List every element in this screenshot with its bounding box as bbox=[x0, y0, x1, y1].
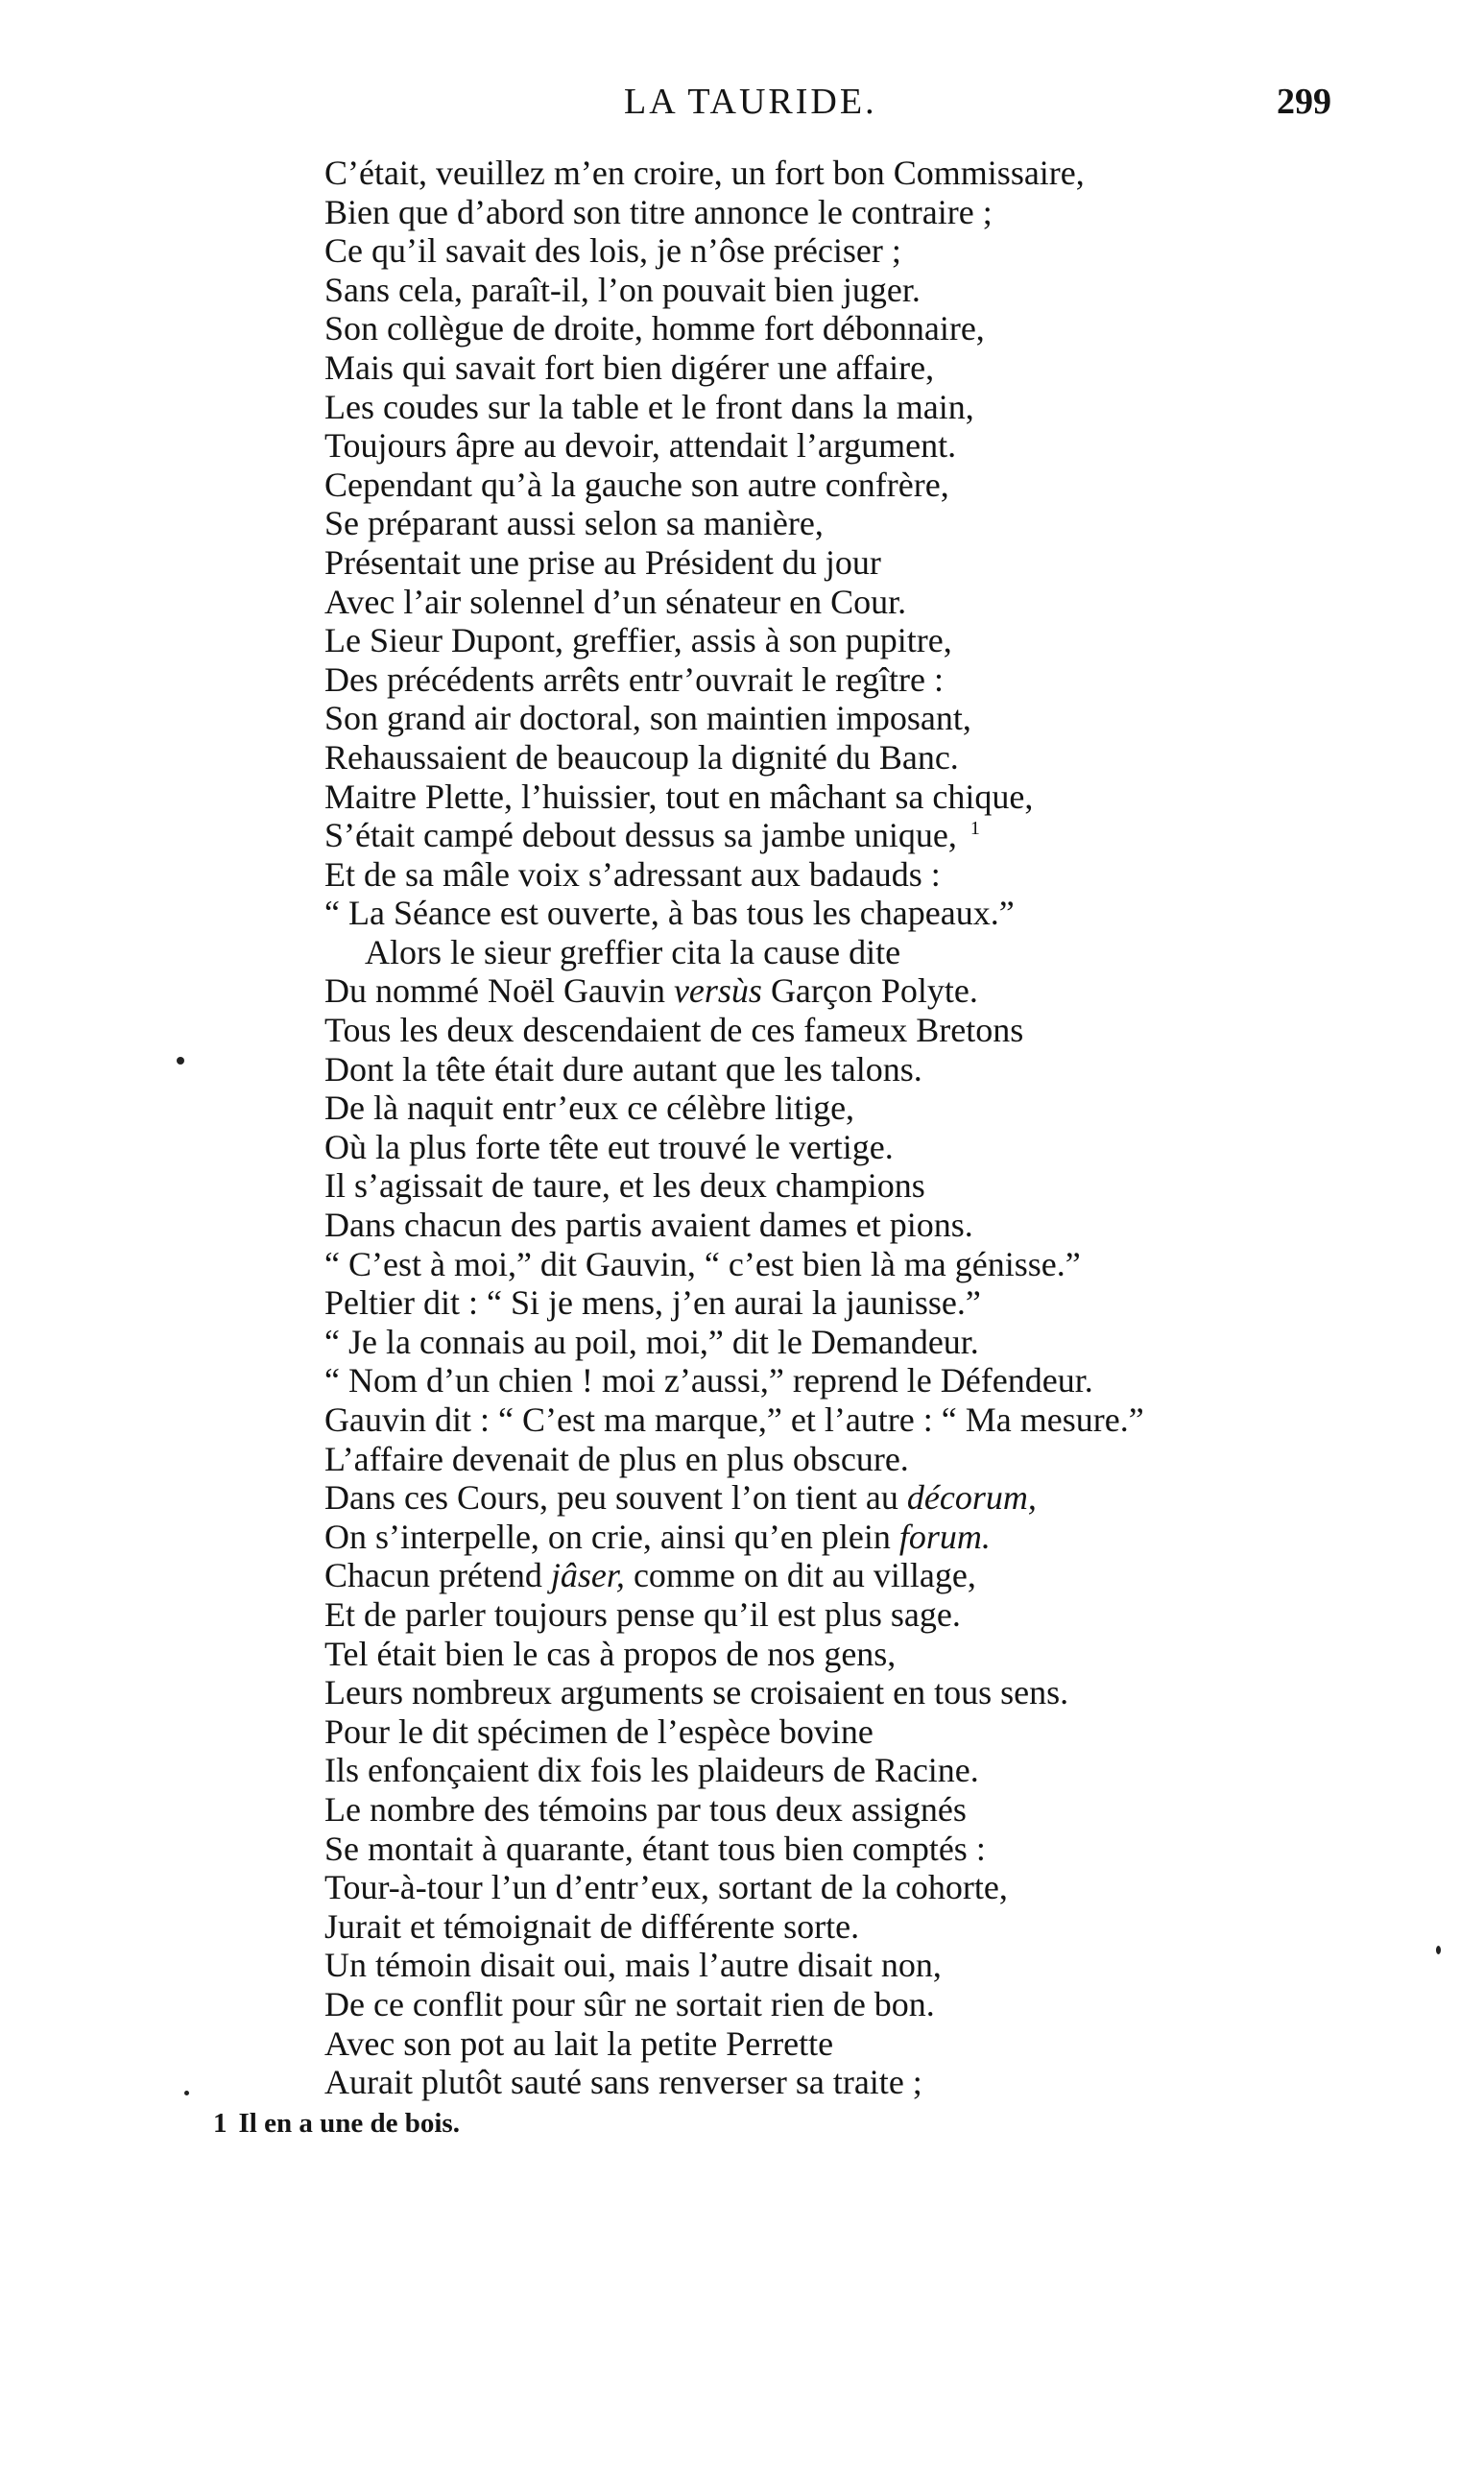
verse-text: S’était campé debout dessus sa jambe unique, bbox=[324, 816, 957, 855]
verse: Avec l’air solennel d’un sénateur en Cour. bbox=[324, 582, 907, 621]
verse-text: Chacun prétend bbox=[324, 1556, 542, 1595]
verse-with-italic bbox=[324, 971, 1400, 1011]
verse: Tel était bien le cas à propos de nos gens, bbox=[324, 1634, 897, 1673]
running-head bbox=[0, 81, 1484, 129]
verse: Ce qu’il savait des lois, je n’ôse préciser ; bbox=[324, 231, 901, 271]
verse: Avec son pot au lait la petite Perrette bbox=[324, 2023, 834, 2063]
verse: Un témoin disait oui, mais l’autre disait non, bbox=[324, 1946, 942, 1985]
footnote-text: Il en a une de bois. bbox=[238, 2108, 460, 2139]
verse: Son collègue de droite, homme fort débonnaire, bbox=[324, 309, 985, 348]
footnote-number: 1 bbox=[213, 2108, 227, 2139]
verse: Tour-à-tour l’un d’entr’eux, sortant de la cohorte, bbox=[324, 1868, 1008, 1907]
verse: Le Sieur Dupont, greffier, assis à son pupitre, bbox=[324, 621, 952, 660]
verse: Le nombre des témoins par tous deux assignés bbox=[324, 1789, 967, 1829]
verse-with-italic bbox=[324, 1518, 1400, 1557]
page-number: 299 bbox=[1277, 82, 1331, 122]
footnote bbox=[213, 2108, 460, 2140]
verse: “ Nom d’un chien ! moi z’aussi,” reprend le Défendeur. bbox=[324, 1361, 1093, 1400]
verse: Pour le dit spécimen de l’espèce bovine bbox=[324, 1711, 874, 1751]
verse-with-italic bbox=[324, 1556, 1400, 1595]
verse: “ C’est à moi,” dit Gauvin, “ c’est bien là ma génisse.” bbox=[324, 1244, 1081, 1283]
verse: Dans chacun des partis avaient dames et pions. bbox=[324, 1206, 973, 1245]
verse: Des précédents arrêts entr’ouvrait le regître : bbox=[324, 659, 945, 699]
verse: Bien que d’abord son titre annonce le contraire ; bbox=[324, 192, 993, 231]
verse-text: Du nommé Noël Gauvin bbox=[324, 971, 665, 1011]
margin-speck bbox=[177, 1057, 184, 1065]
verse: Maitre Plette, l’huissier, tout en mâchant sa chique, bbox=[324, 777, 1034, 816]
verse: Son grand air doctoral, son maintien imposant, bbox=[324, 699, 971, 738]
verse: Se préparant aussi selon sa manière, bbox=[324, 504, 824, 543]
margin-speck bbox=[184, 2091, 189, 2095]
poem bbox=[324, 154, 1400, 2102]
verse: Ils enfonçaient dix fois les plaideurs de Racine. bbox=[324, 1751, 979, 1790]
verse-text: Garçon Polyte. bbox=[770, 971, 978, 1011]
verse-text: On s’interpelle, on crie, ainsi qu’en plein bbox=[324, 1517, 891, 1556]
verse: Les coudes sur la table et le front dans la main, bbox=[324, 387, 974, 426]
italic-word: forum. bbox=[898, 1517, 991, 1556]
italic-word: jâser, bbox=[550, 1556, 625, 1595]
verse-text: Dans ces Cours, peu souvent l’on tient au bbox=[324, 1478, 898, 1518]
verse-with-footnote-mark bbox=[324, 816, 1400, 855]
verse: C’était, veuillez m’en croire, un fort bon Commissaire, bbox=[324, 154, 1085, 192]
verse: “ Je la connais au poil, moi,” dit le Demandeur. bbox=[324, 1322, 979, 1361]
verse: Rehaussaient de beaucoup la dignité du Banc. bbox=[324, 737, 959, 777]
verse: Dont la tête était dure autant que les talons. bbox=[324, 1049, 922, 1089]
verse: Et de sa mâle voix s’adressant aux badauds : bbox=[324, 854, 941, 894]
verse: De là naquit entr’eux ce célèbre litige, bbox=[324, 1089, 855, 1128]
verse-text: comme on dit au village, bbox=[633, 1556, 976, 1595]
verse: Tous les deux descendaient de ces fameux Bretons bbox=[324, 1011, 1024, 1050]
verse: Aurait plutôt sauté sans renverser sa traite ; bbox=[324, 2063, 922, 2102]
verse-with-italic bbox=[324, 1478, 1400, 1518]
margin-speck bbox=[1436, 1946, 1441, 1954]
verse: Présentait une prise au Président du jour bbox=[324, 542, 881, 582]
verse: Peltier dit : “ Si je mens, j’en aurai la jaunisse.” bbox=[324, 1283, 981, 1323]
verse: “ La Séance est ouverte, à bas tous les chapeaux.” bbox=[324, 894, 1015, 933]
italic-word: versùs bbox=[673, 971, 762, 1011]
verse: L’affaire devenait de plus en plus obscure. bbox=[324, 1439, 909, 1478]
verse: Où la plus forte tête eut trouvé le vertige. bbox=[324, 1127, 894, 1166]
verse: Jurait et témoignait de différente sorte. bbox=[324, 1906, 860, 1946]
verse: Et de parler toujours pense qu’il est plus sage. bbox=[324, 1594, 961, 1634]
footnote-reference: 1 bbox=[969, 818, 980, 840]
verse: Toujours âpre au devoir, attendait l’argument. bbox=[324, 426, 957, 466]
running-title: LA TAURIDE. bbox=[624, 82, 877, 122]
verse: Se montait à quarante, étant tous bien comptés : bbox=[324, 1829, 986, 1868]
verse: Il s’agissait de taure, et les deux champions bbox=[324, 1166, 925, 1206]
verse: De ce conflit pour sûr ne sortait rien de bon. bbox=[324, 1984, 935, 2023]
verse: Gauvin dit : “ C’est ma marque,” et l’autre : “ Ma mesure.” bbox=[324, 1400, 1144, 1439]
verse: Mais qui savait fort bien digérer une affaire, bbox=[324, 347, 935, 387]
verse-indented: Alors le sieur greffier cita la cause dite bbox=[365, 932, 901, 971]
verse: Leurs nombreux arguments se croisaient en tous sens. bbox=[324, 1673, 1069, 1712]
italic-word: décorum, bbox=[906, 1478, 1037, 1518]
verse: Cependant qu’à la gauche son autre confrère, bbox=[324, 465, 949, 504]
verse: Sans cela, paraît-il, l’on pouvait bien juger. bbox=[324, 270, 921, 309]
